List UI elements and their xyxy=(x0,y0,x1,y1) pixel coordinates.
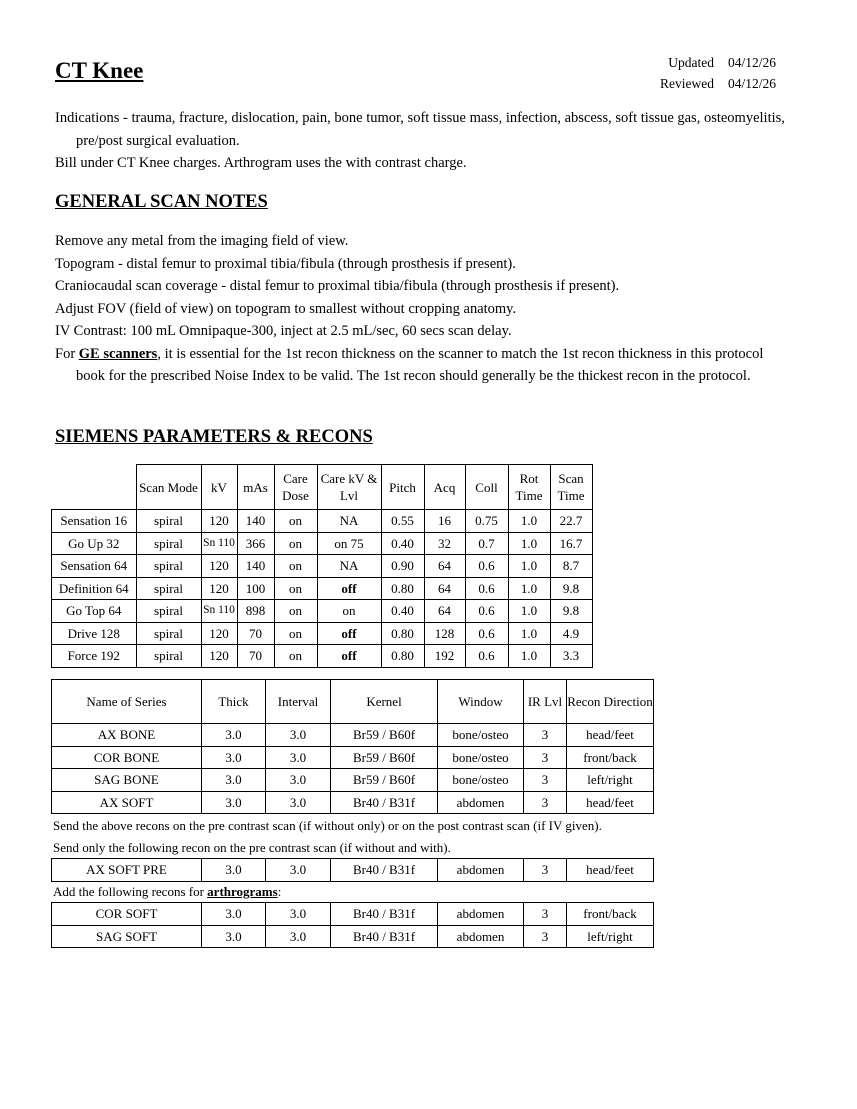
pre-contrast-table xyxy=(51,858,654,882)
cell: 3.0 xyxy=(202,925,266,948)
cell: 3.3 xyxy=(550,645,592,668)
cell: 0.6 xyxy=(465,645,508,668)
series-name: SAG SOFT xyxy=(52,925,202,948)
cell: 3.0 xyxy=(202,791,266,814)
cell: abdomen xyxy=(438,859,524,882)
series-name: AX BONE xyxy=(52,724,202,747)
col-header: Pitch xyxy=(381,465,424,510)
cell: 1.0 xyxy=(508,577,550,600)
cell: 0.80 xyxy=(381,577,424,600)
cell: 0.75 xyxy=(465,510,508,533)
cell: on 75 xyxy=(317,532,381,555)
col-header: mAs xyxy=(237,465,274,510)
cell: 22.7 xyxy=(550,510,592,533)
cell: 0.80 xyxy=(381,645,424,668)
cell: 3.0 xyxy=(266,903,331,926)
series-name: AX SOFT xyxy=(52,791,202,814)
cell: Br59 / B60f xyxy=(331,746,438,769)
cell: Sn 110 xyxy=(201,532,237,555)
note-send-above: Send the above recons on the pre contrast scan (if without only) or on the post contrast scan (if IV given). xyxy=(53,818,602,833)
table-row xyxy=(52,600,593,623)
cell: 64 xyxy=(424,577,465,600)
table-row xyxy=(52,791,654,814)
cell: left/right xyxy=(567,769,654,792)
arthro-prefix: Add the following recons for xyxy=(53,884,208,899)
reviewed-date: 04/12/26 xyxy=(727,76,776,91)
billing-text: Bill under CT Knee charges. Arthrogram uses the with contrast charge. xyxy=(55,155,467,171)
note-item: IV Contrast: 100 mL Omnipaque-300, inject at 2.5 mL/sec, 60 secs scan delay. xyxy=(55,323,512,339)
cell: on xyxy=(274,600,317,623)
cell: 8.7 xyxy=(550,555,592,578)
scanner-name: Sensation 16 xyxy=(52,510,137,533)
cell: 366 xyxy=(237,532,274,555)
cell: 3 xyxy=(524,925,567,948)
cell: 3 xyxy=(524,791,567,814)
cell: 3.0 xyxy=(266,925,331,948)
col-header: Name of Series xyxy=(52,680,202,724)
cell: spiral xyxy=(136,510,201,533)
series-name: COR SOFT xyxy=(52,903,202,926)
cell: 0.6 xyxy=(465,555,508,578)
recon-header-row xyxy=(52,680,654,724)
cell: bone/osteo xyxy=(438,769,524,792)
cell: Br40 / B31f xyxy=(331,791,438,814)
table-row xyxy=(52,903,654,926)
col-header: Interval xyxy=(266,680,331,724)
table-row xyxy=(52,769,654,792)
cell: on xyxy=(317,600,381,623)
cell: on xyxy=(274,532,317,555)
cell: 0.80 xyxy=(381,622,424,645)
col-header: Thick xyxy=(202,680,266,724)
note-item: Remove any metal from the imaging field of view. xyxy=(55,233,349,249)
table-row xyxy=(52,859,654,882)
cell: bone/osteo xyxy=(438,724,524,747)
cell: 120 xyxy=(201,510,237,533)
cell: 3.0 xyxy=(202,769,266,792)
cell: 3.0 xyxy=(266,859,331,882)
cell: 1.0 xyxy=(508,622,550,645)
cell: NA xyxy=(317,555,381,578)
cell: head/feet xyxy=(567,791,654,814)
ge-prefix: For xyxy=(55,345,79,362)
page-title: CT Knee xyxy=(55,58,144,83)
col-header: Scan Time xyxy=(550,465,592,510)
cell: 70 xyxy=(237,645,274,668)
cell: 120 xyxy=(201,577,237,600)
note-item: Topogram - distal femur to proximal tibia/fibula (through prosthesis if present). xyxy=(55,255,516,272)
updated-row xyxy=(660,52,776,73)
series-name: SAG BONE xyxy=(52,769,202,792)
cell: 3.0 xyxy=(266,724,331,747)
cell: 1.0 xyxy=(508,510,550,533)
cell: 16.7 xyxy=(550,532,592,555)
arthrogram-table xyxy=(51,902,654,948)
table-row xyxy=(52,645,593,668)
arthro-suffix: : xyxy=(277,884,282,899)
col-header: Care kV & Lvl xyxy=(317,465,381,510)
cell: NA xyxy=(317,510,381,533)
series-name: AX SOFT PRE xyxy=(52,859,202,882)
cell: 140 xyxy=(237,555,274,578)
cell: Br59 / B60f xyxy=(331,769,438,792)
note-item: Adjust FOV (field of view) on topogram to smallest without cropping anatomy. xyxy=(55,300,517,317)
updated-label: Updated xyxy=(668,55,714,70)
cell: 1.0 xyxy=(508,645,550,668)
cell: 3.0 xyxy=(202,746,266,769)
cell: 3.0 xyxy=(202,859,266,882)
table-row xyxy=(52,510,593,533)
cell: 0.6 xyxy=(465,622,508,645)
cell: spiral xyxy=(136,555,201,578)
cell: 0.6 xyxy=(465,600,508,623)
col-header: kV xyxy=(201,465,237,510)
cell: 32 xyxy=(424,532,465,555)
cell: 16 xyxy=(424,510,465,533)
siemens-params-table xyxy=(51,464,593,668)
cell: abdomen xyxy=(438,903,524,926)
cell: 120 xyxy=(201,645,237,668)
intro-block xyxy=(55,107,785,175)
cell: 3.0 xyxy=(266,791,331,814)
cell: 1.0 xyxy=(508,600,550,623)
params-header-row xyxy=(52,465,593,510)
cell: 1.0 xyxy=(508,532,550,555)
scanner-name: Go Up 32 xyxy=(52,532,137,555)
col-header: Rot Time xyxy=(508,465,550,510)
cell: 3.0 xyxy=(202,903,266,926)
cell: 0.6 xyxy=(465,577,508,600)
cell: bone/osteo xyxy=(438,746,524,769)
cell: on xyxy=(274,577,317,600)
cell: 4.9 xyxy=(550,622,592,645)
cell: 3.0 xyxy=(202,724,266,747)
cell: 1.0 xyxy=(508,555,550,578)
cell: 0.7 xyxy=(465,532,508,555)
cell: abdomen xyxy=(438,791,524,814)
cell: 9.8 xyxy=(550,577,592,600)
table-row xyxy=(52,925,654,948)
cell: 3 xyxy=(524,769,567,792)
cell: on xyxy=(274,645,317,668)
general-heading: GENERAL SCAN NOTES xyxy=(55,192,268,212)
col-header: Care Dose xyxy=(274,465,317,510)
cell: 140 xyxy=(237,510,274,533)
cell: 3 xyxy=(524,903,567,926)
reviewed-label: Reviewed xyxy=(660,76,714,91)
cell: 192 xyxy=(424,645,465,668)
cell: 64 xyxy=(424,600,465,623)
cell: on xyxy=(274,622,317,645)
cell: head/feet xyxy=(567,724,654,747)
cell: abdomen xyxy=(438,925,524,948)
cell: Br40 / B31f xyxy=(331,859,438,882)
col-header: IR Lvl xyxy=(524,680,567,724)
scanner-name: Drive 128 xyxy=(52,622,137,645)
scanner-name: Definition 64 xyxy=(52,577,137,600)
cell: off xyxy=(317,645,381,668)
cell: off xyxy=(317,577,381,600)
params-body xyxy=(52,510,593,668)
cell: 0.90 xyxy=(381,555,424,578)
ge-text: , it is essential for the 1st recon thickness on the scanner to match the 1st recon thickness in this protocol book for the prescribed Noise Index to be valid. The 1st recon should generally be the thickest recon in the protocol. xyxy=(76,345,764,384)
cell: 70 xyxy=(237,622,274,645)
table-row xyxy=(52,622,593,645)
cell: 9.8 xyxy=(550,600,592,623)
cell: 64 xyxy=(424,555,465,578)
cell: Sn 110 xyxy=(201,600,237,623)
table-row xyxy=(52,724,654,747)
cell: left/right xyxy=(567,925,654,948)
cell: 3 xyxy=(524,859,567,882)
cell: front/back xyxy=(567,903,654,926)
ge-scanners-link[interactable]: GE scanners xyxy=(78,345,158,362)
cell: Br40 / B31f xyxy=(331,925,438,948)
cell: 120 xyxy=(201,555,237,578)
cell: 0.55 xyxy=(381,510,424,533)
table-row xyxy=(52,577,593,600)
cell: Br40 / B31f xyxy=(331,903,438,926)
series-name: COR BONE xyxy=(52,746,202,769)
scanner-name: Go Top 64 xyxy=(52,600,137,623)
cell: 100 xyxy=(237,577,274,600)
cell: spiral xyxy=(136,532,201,555)
cell: 898 xyxy=(237,600,274,623)
ge-scanner-note xyxy=(55,343,785,388)
cell: spiral xyxy=(136,622,201,645)
col-header: Kernel xyxy=(331,680,438,724)
col-header: Window xyxy=(438,680,524,724)
params-corner xyxy=(52,465,137,510)
recon-table xyxy=(51,679,654,814)
cell: 128 xyxy=(424,622,465,645)
col-header: Acq xyxy=(424,465,465,510)
note-item: Craniocaudal scan coverage - distal femur to proximal tibia/fibula (through prosthesis if present). xyxy=(55,278,620,294)
cell: 3.0 xyxy=(266,746,331,769)
cell: 120 xyxy=(201,622,237,645)
reviewed-row xyxy=(660,73,776,94)
revision-dates xyxy=(660,52,776,94)
cell: spiral xyxy=(136,577,201,600)
siemens-heading: SIEMENS PARAMETERS & RECONS xyxy=(55,427,373,447)
col-header: Recon Direction xyxy=(567,680,654,724)
col-header: Scan Mode xyxy=(136,465,201,510)
cell: 3.0 xyxy=(266,769,331,792)
note-send-only: Send only the following recon on the pre contrast scan (if without and with). xyxy=(53,840,451,855)
cell: 0.40 xyxy=(381,532,424,555)
cell: on xyxy=(274,510,317,533)
cell: off xyxy=(317,622,381,645)
indications-text: Indications - trauma, fracture, dislocation, pain, bone tumor, soft tissue mass, infection, abscess, soft tissue gas, osteomyelitis, pre/post surgical evaluation. xyxy=(55,110,785,149)
col-header: Coll xyxy=(465,465,508,510)
cell: 3 xyxy=(524,724,567,747)
table-row xyxy=(52,555,593,578)
table-row xyxy=(52,746,654,769)
updated-date: 04/12/26 xyxy=(727,55,776,70)
cell: on xyxy=(274,555,317,578)
table-row xyxy=(52,532,593,555)
note-arthrogram xyxy=(53,884,281,900)
cell: Br59 / B60f xyxy=(331,724,438,747)
cell: spiral xyxy=(136,600,201,623)
scanner-name: Force 192 xyxy=(52,645,137,668)
cell: head/feet xyxy=(567,859,654,882)
general-notes xyxy=(55,230,785,388)
cell: 3 xyxy=(524,746,567,769)
cell: 0.40 xyxy=(381,600,424,623)
arthrograms-link[interactable]: arthrograms xyxy=(207,884,278,899)
cell: front/back xyxy=(567,746,654,769)
scanner-name: Sensation 64 xyxy=(52,555,137,578)
cell: spiral xyxy=(136,645,201,668)
